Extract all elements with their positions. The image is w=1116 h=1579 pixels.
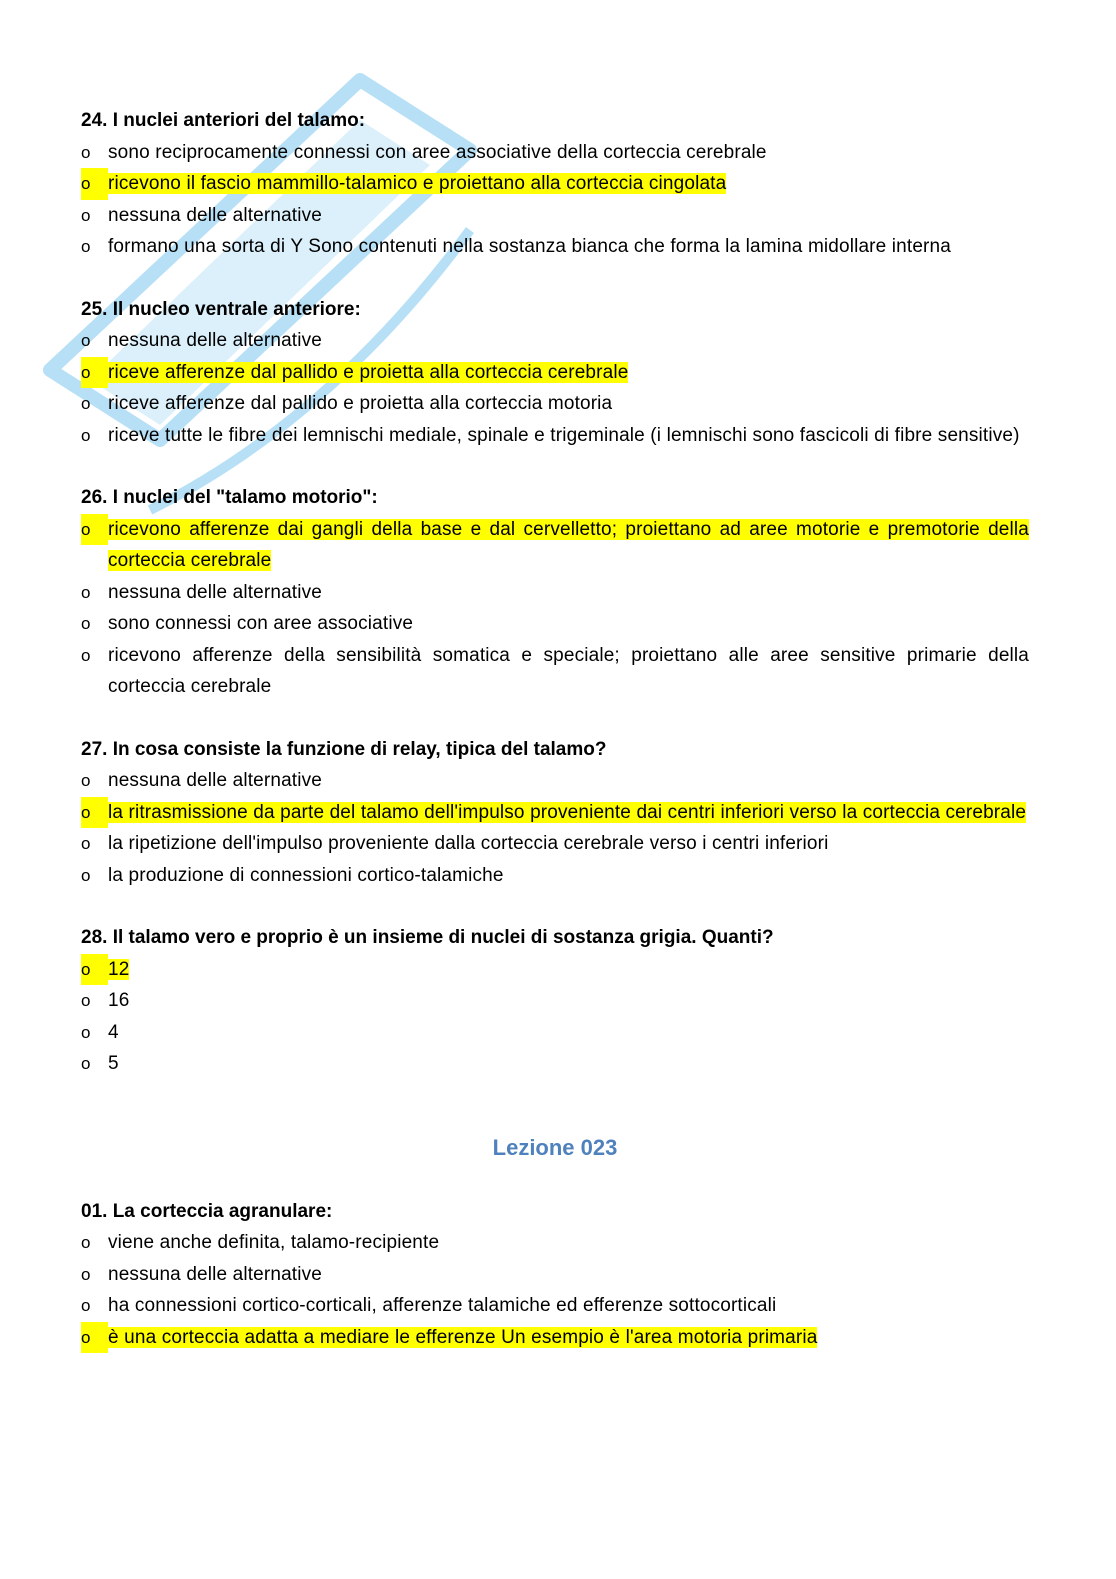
question-title: 24. I nuclei anteriori del talamo: <box>81 110 366 131</box>
bullet-icon: o <box>81 614 91 633</box>
question <box>81 105 1029 263</box>
bullet-icon: o <box>81 991 91 1010</box>
bullet-icon: o <box>81 797 108 829</box>
answer-option-correct <box>81 1322 1029 1354</box>
bullet-icon: o <box>81 331 91 350</box>
answer-option <box>81 1259 1029 1291</box>
bullet-icon: o <box>81 582 91 602</box>
option-text: 5 <box>108 1053 119 1074</box>
answer-option-correct <box>81 168 1029 200</box>
option-text: sono reciprocamente connessi con aree associative della corteccia cerebrale <box>108 141 767 163</box>
option-text: formano una sorta di Y Sono contenuti nella sostanza bianca che forma la lamina midollare interna <box>108 236 951 257</box>
question <box>81 922 1029 1080</box>
bullet-icon: o <box>81 865 91 885</box>
option-text: ricevono il fascio mammillo-talamico e proiettano alla corteccia cingolata <box>108 173 727 194</box>
bullet-icon: o <box>81 1233 91 1252</box>
bullet-icon: o <box>81 357 108 389</box>
option-text: la produzione di connessioni cortico-talamiche <box>108 864 504 886</box>
option-text: nessuna delle alternative <box>108 1263 322 1285</box>
bullet-icon: o <box>81 1322 108 1354</box>
bullet-icon: o <box>81 142 91 162</box>
answer-option <box>81 388 1029 420</box>
answer-option-correct <box>81 514 1029 577</box>
bullet-icon: o <box>81 394 91 413</box>
option-text: la ripetizione dell'impulso proveniente dalla corteccia cerebrale verso i centri inferiori <box>108 833 829 854</box>
answer-option <box>81 231 1029 263</box>
question-title: 25. Il nucleo ventrale anteriore: <box>81 298 361 320</box>
answer-option-correct <box>81 954 1029 986</box>
answer-option <box>81 200 1029 232</box>
option-text: 12 <box>108 958 130 980</box>
question <box>81 294 1029 452</box>
option-text: viene anche definita, talamo-recipiente <box>108 1232 440 1253</box>
answer-option <box>81 1227 1029 1259</box>
document-body <box>81 105 1029 1384</box>
bullet-icon: o <box>81 168 108 200</box>
bullet-icon: o <box>81 237 91 256</box>
option-text: nessuna delle alternative <box>108 581 322 603</box>
answer-option <box>81 1048 1029 1080</box>
option-text: la ritrasmissione da parte del talamo dell'impulso proveniente dai centri inferiori verso la corteccia cerebrale <box>108 801 1027 823</box>
bullet-icon: o <box>81 1054 91 1073</box>
option-text: 4 <box>108 1021 119 1043</box>
answer-option <box>81 985 1029 1017</box>
option-text: ricevono afferenze dai gangli della base e dal cervelletto; proiettano ad aree motorie e premotorie della corteccia cerebrale <box>108 518 1029 571</box>
bullet-icon: o <box>81 834 91 853</box>
answer-option <box>81 1017 1029 1049</box>
question-title: 28. Il talamo vero e proprio è un insieme di nuclei di sostanza grigia. Quanti? <box>81 927 774 948</box>
answer-option <box>81 137 1029 169</box>
answer-option <box>81 828 1029 860</box>
bullet-icon: o <box>81 645 91 665</box>
option-text: 16 <box>108 990 130 1011</box>
option-text: sono connessi con aree associative <box>108 613 414 634</box>
option-text: ha connessioni cortico-corticali, afferenze talamiche ed efferenze sottocorticali <box>108 1295 777 1316</box>
option-text: nessuna delle alternative <box>108 330 322 351</box>
bullet-icon: o <box>81 771 91 790</box>
answer-option <box>81 765 1029 797</box>
question-group-a <box>81 105 1029 1080</box>
question-title: 26. I nuclei del "talamo motorio": <box>81 487 378 508</box>
answer-option <box>81 1290 1029 1322</box>
option-text: ricevono afferenze della sensibilità somatica e speciale; proiettano alle aree sensitive primarie della corteccia cerebrale <box>108 644 1029 697</box>
answer-option <box>81 860 1029 892</box>
answer-option <box>81 325 1029 357</box>
answer-option <box>81 577 1029 609</box>
option-text: nessuna delle alternative <box>108 204 322 226</box>
option-text: riceve afferenze dal pallido e proietta alla corteccia motoria <box>108 393 613 414</box>
question <box>81 734 1029 892</box>
question-title: 01. La corteccia agranulare: <box>81 1200 333 1222</box>
bullet-icon: o <box>81 1022 91 1042</box>
answer-option-correct <box>81 357 1029 389</box>
bullet-icon: o <box>81 205 91 225</box>
answer-option <box>81 640 1029 703</box>
option-text: è una corteccia adatta a mediare le efferenze Un esempio è l'area motoria primaria <box>108 1326 818 1348</box>
question-title: 27. In cosa consiste la funzione di relay, tipica del talamo? <box>81 738 607 760</box>
bullet-icon: o <box>81 514 108 546</box>
question-group-b <box>81 1196 1029 1354</box>
question <box>81 1196 1029 1354</box>
option-text: nessuna delle alternative <box>108 770 322 791</box>
bullet-icon: o <box>81 425 91 445</box>
answer-option <box>81 608 1029 640</box>
question <box>81 482 1029 703</box>
answer-option-correct <box>81 797 1029 829</box>
bullet-icon: o <box>81 1264 91 1284</box>
bullet-icon: o <box>81 954 108 986</box>
answer-option <box>81 420 1029 452</box>
option-text: riceve tutte le fibre dei lemnischi mediale, spinale e trigeminale (i lemnischi sono fascicoli di fibre sensitive) <box>108 424 1020 446</box>
bullet-icon: o <box>81 1296 91 1315</box>
option-text: riceve afferenze dal pallido e proietta alla corteccia cerebrale <box>108 361 629 383</box>
lesson-heading: Lezione 023 <box>492 1134 618 1160</box>
